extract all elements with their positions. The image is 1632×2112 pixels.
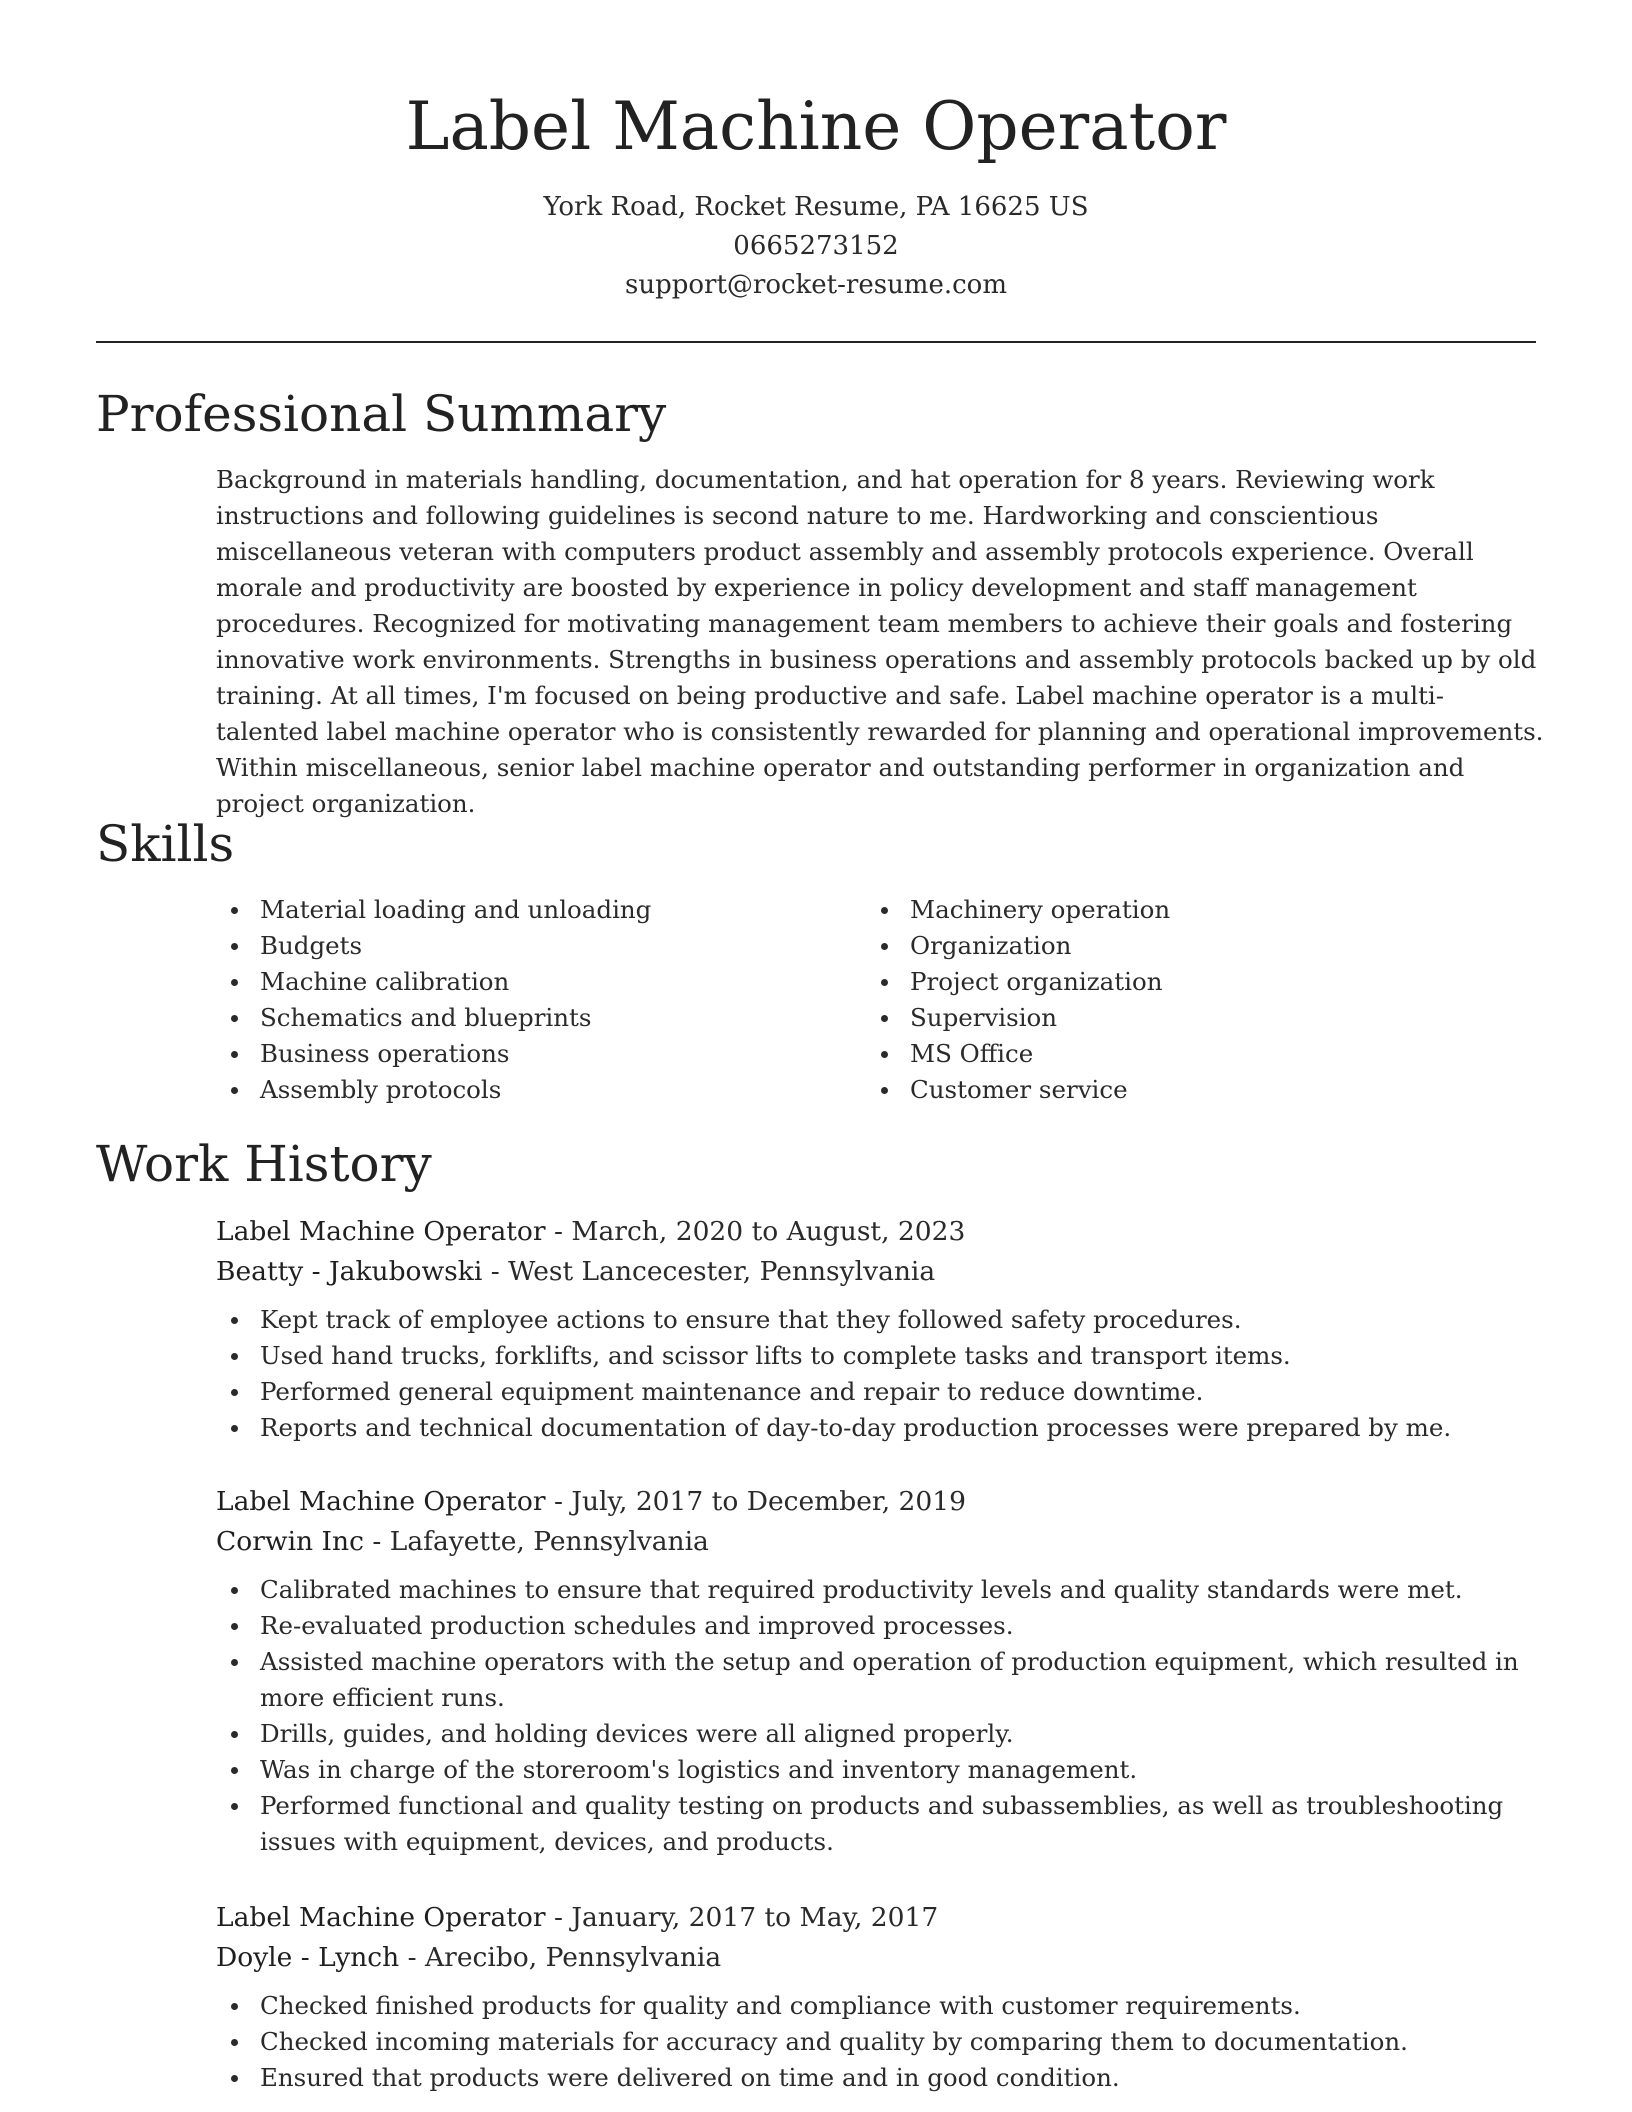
header-divider [96,341,1536,343]
contact-email: support@rocket-resume.com [624,270,1007,300]
job-title: Label Machine Operator [216,1486,546,1517]
job-duties [216,1988,1536,2096]
job-title: Label Machine Operator [216,1902,546,1933]
contact-address: York Road, Rocket Resume, PA 16625 US [543,192,1089,222]
skills-list [216,892,1536,1108]
skills-column-right [866,892,1516,1108]
job-company: Doyle - Lynch [216,1942,400,1973]
job-title: Label Machine Operator [216,1216,546,1247]
job-company: Corwin Inc [216,1526,364,1557]
duty-item: Performed functional and quality testing on products and subassemblies, as well as troubleshooting issues with equipment, devices, and products. [216,1788,1536,1860]
job-company-line [216,1938,1536,1978]
job-entry [216,1898,1536,2096]
skill-item: Business operations [216,1036,866,1072]
resume-header [0,0,1632,305]
job-entry [216,1212,1536,1446]
candidate-name: Label Machine Operator [405,88,1227,165]
job-title-line [216,1482,1536,1522]
skill-item: Machinery operation [866,892,1516,928]
job-title-line [216,1898,1536,1938]
skill-item: Assembly protocols [216,1072,866,1108]
skills-heading: Skills [96,815,235,873]
job-duties [216,1572,1536,1860]
skill-item: Project organization [866,964,1516,1000]
job-title-line [216,1212,1536,1252]
job-location: - Lafayette, Pennsylvania [363,1526,709,1557]
job-dates: - July, 2017 to December, 2019 [545,1486,966,1517]
job-dates: - March, 2020 to August, 2023 [545,1216,966,1247]
summary-heading: Professional Summary [96,385,667,443]
job-entry [216,1482,1536,1860]
job-company-line [216,1252,1536,1292]
duty-item: Re-evaluated production schedules and improved processes. [216,1608,1536,1644]
skill-item: Customer service [866,1072,1516,1108]
duty-item: Assisted machine operators with the setup and operation of production equipment, which resulted in more efficient runs. [216,1644,1536,1716]
skill-item: MS Office [866,1036,1516,1072]
duty-item: Performed general equipment maintenance and repair to reduce downtime. [216,1374,1536,1410]
duty-item: Used hand trucks, forklifts, and scissor lifts to complete tasks and transport items. [216,1338,1536,1374]
job-location: - Arecibo, Pennsylvania [399,1942,722,1973]
contact-block [0,188,1632,305]
duty-item: Checked incoming materials for accuracy and quality by comparing them to documentation. [216,2024,1536,2060]
duty-item: Checked finished products for quality and compliance with customer requirements. [216,1988,1536,2024]
duty-item: Was in charge of the storeroom's logistics and inventory management. [216,1752,1536,1788]
duty-item: Reports and technical documentation of day-to-day production processes were prepared by me. [216,1410,1536,1446]
job-location: - West Lancecester, Pennsylvania [482,1256,936,1287]
skills-column-left [216,892,866,1108]
skill-item: Organization [866,928,1516,964]
job-dates: - January, 2017 to May, 2017 [545,1902,939,1933]
skill-item: Material loading and unloading [216,892,866,928]
skill-item: Budgets [216,928,866,964]
contact-phone: 0665273152 [733,231,899,261]
work-history-heading: Work History [96,1135,432,1193]
duty-item: Kept track of employee actions to ensure that they followed safety procedures. [216,1302,1536,1338]
skill-item: Supervision [866,1000,1516,1036]
duty-item: Ensured that products were delivered on time and in good condition. [216,2060,1536,2096]
job-duties [216,1302,1536,1446]
duty-item: Calibrated machines to ensure that required productivity levels and quality standards were met. [216,1572,1536,1608]
skill-item: Machine calibration [216,964,866,1000]
job-company-line [216,1522,1536,1562]
skill-item: Schematics and blueprints [216,1000,866,1036]
duty-item: Drills, guides, and holding devices were all aligned properly. [216,1716,1536,1752]
job-company: Beatty - Jakubowski [216,1256,483,1287]
summary-text: Background in materials handling, documentation, and hat operation for 8 years. Reviewing work instructions and following guidelines is second nature to me. Hardworking and conscientious miscellaneous veteran with computers product assembly and assembly protocols experience. Overall morale and productivity are boosted by experience in policy development and staff management procedures. Recognized for motivating management team members to achieve their goals and fostering innovative work environments. Strengths in business operations and assembly protocols backed up by old training. At all times, I'm focused on being productive and safe. Label machine operator is a multi-talented label machine operator who is consistently rewarded for planning and operational improvements. Within miscellaneous, senior label machine operator and outstanding performer in organization and project organization. [216,465,1544,818]
